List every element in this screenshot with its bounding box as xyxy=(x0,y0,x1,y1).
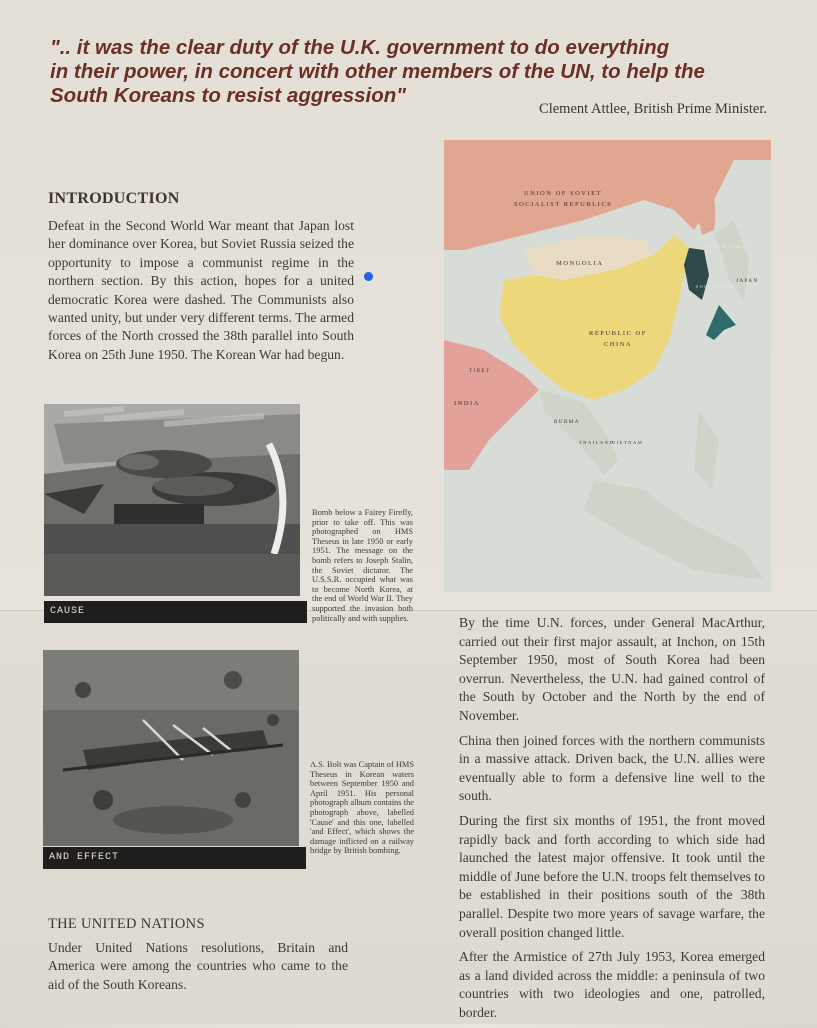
introduction-text: Defeat in the Second World War meant that Japan lost her dominance over Korea, but Soviet Russia seized the opportunity to impose a communist regime in the northern section. By this action, hopes for a united democratic Korea were dashed. The Communists also wanted unity, but under very different terms. The armed forces of the North crossed the 38th parallel into South Korea on 25th June 1950. The Korean War had begun. xyxy=(48,218,354,362)
bomb-photo-image xyxy=(44,404,300,596)
bomb-photo xyxy=(44,404,300,596)
map-label-vietnam: VIETNAM xyxy=(612,440,644,445)
quote-line-2: in their power, in concert with other members of the UN, to help the xyxy=(50,60,705,83)
asia-map xyxy=(444,140,771,592)
blue-marker-dot xyxy=(364,272,373,281)
bridge-damage-photo xyxy=(43,650,299,846)
quote-attribution: Clement Attlee, British Prime Minister. xyxy=(539,101,767,117)
map-label-tibet: TIBET xyxy=(469,369,491,374)
introduction-heading: INTRODUCTION xyxy=(48,190,180,207)
map-label-india: INDIA xyxy=(454,400,480,407)
cause-label-bar: CAUSE xyxy=(44,601,307,623)
quote-line-3: South Koreans to resist aggression" xyxy=(50,84,407,107)
map-label-japan: JAPAN xyxy=(736,279,759,284)
map-label-china-2: CHINA xyxy=(604,341,633,348)
and-effect-label-bar: AND EFFECT xyxy=(43,847,306,869)
united-nations-text: Under United Nations resolutions, Britain and America were among the countries who came to the aid of the South Koreans. xyxy=(48,940,348,992)
map-label-mongolia: MONGOLIA xyxy=(556,260,604,267)
bomb-photo-caption: Bomb below a Fairey Firefly, prior to take off. This was photographed on HMS Theseus in late 1950 or early 1951. The message on the bomb refers to Joseph Stalin, the Soviet dictator. The U.S.S.R. occupied what was to become North Korea, at the end of World War II. They supported the invasion both politically and with supplies. xyxy=(312,508,413,623)
narrative-paragraph-2: China then joined forces with the northern communists in a massive attack. Driven back, the U.N. allies were eventually able to form a defensive line well to the south. xyxy=(459,732,765,804)
asia-map-image xyxy=(444,140,771,592)
map-label-china-1: REPUBLIC OF xyxy=(589,330,647,337)
bridge-damage-image xyxy=(43,650,299,846)
narrative-paragraph-1: By the time U.N. forces, under General MacArthur, carried out their first major assault, at Inchon, on 15th September 1950, most of South Korea had been overrun. Nevertheless, the U.N. had gained control of the South by October and the North by the end of November. xyxy=(459,615,765,723)
map-label-ussr-2: SOCIALIST REPUBLICS xyxy=(514,201,613,208)
war-narrative xyxy=(459,614,765,1028)
map-label-thailand: THAILAND xyxy=(579,440,615,445)
map-label-burma: BURMA xyxy=(554,420,580,425)
bridge-photo-caption: A.S. Bolt was Captain of HMS Theseus in Korean waters between September 1950 and April 1951. His personal photograph album contains the photograph above, labelled 'Cause' and this one, labelled 'and Effect', which shows the damage inflicted on a railway bridge by British bombing. xyxy=(310,760,414,856)
attlee-quote xyxy=(50,36,770,108)
narrative-paragraph-3: During the first six months of 1951, the front moved rapidly back and forth according to which side had launched the latest major offensive. It took until the middle of June before the U.N. troops felt themselves to be established in their positions south of the 38th parallel. Despite two more years of savage warfare, the overall position changed little. xyxy=(459,812,765,940)
map-label-north-korea: NORTH KOREA xyxy=(706,244,751,249)
map-label-south-korea: SOUTH KOREA xyxy=(696,284,741,289)
quote-line-1: ".. it was the clear duty of the U.K. government to do everything xyxy=(50,36,670,59)
map-label-ussr-1: UNION OF SOVIET xyxy=(524,190,603,197)
narrative-paragraph-4: After the Armistice of 27th July 1953, Korea emerged as a land divided across the middle: a peninsula of two countries with two ideologies and one, patrolled, border. xyxy=(459,949,765,1020)
united-nations-heading: THE UNITED NATIONS xyxy=(48,916,205,932)
